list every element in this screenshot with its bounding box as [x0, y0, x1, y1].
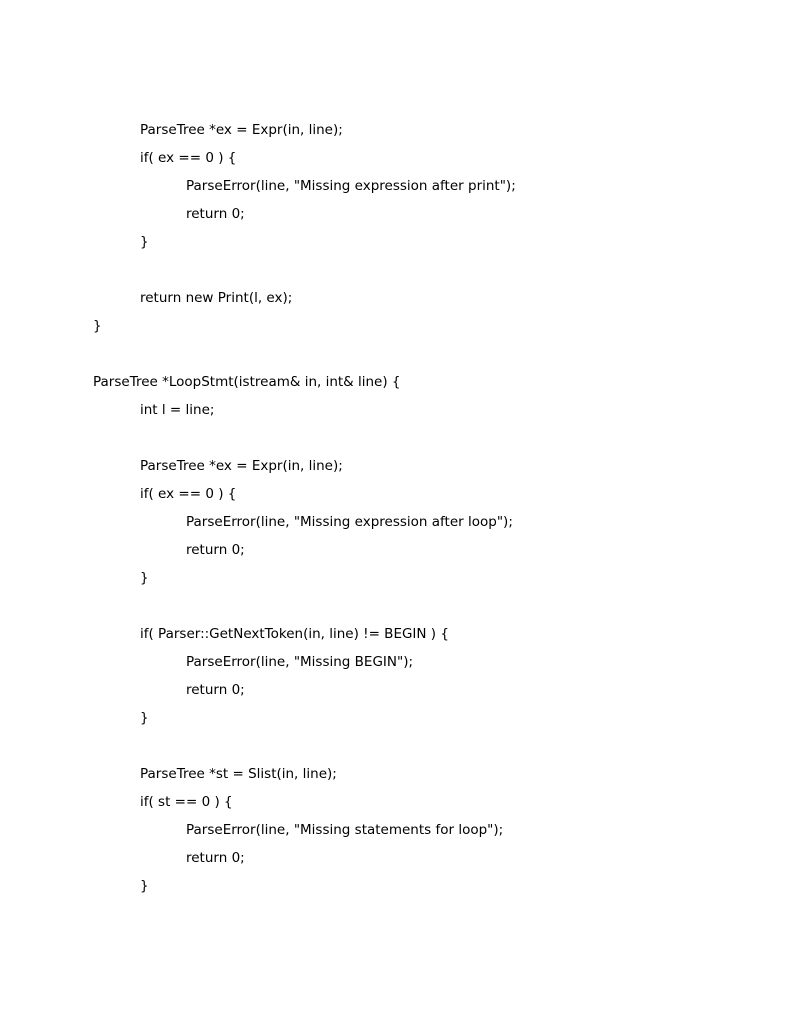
code-line: if( ex == 0 ) {: [140, 150, 237, 166]
code-listing: [93, 116, 753, 900]
code-line: ParseTree *st = Slist(in, line);: [140, 766, 337, 782]
code-line: return 0;: [186, 206, 245, 222]
code-line: if( Parser::GetNextToken(in, line) != BEGIN ) {: [140, 626, 449, 642]
blank-line: [93, 732, 753, 760]
code-line: }: [140, 570, 149, 586]
blank-line: [93, 424, 753, 452]
blank-line: [93, 592, 753, 620]
code-line: ParseTree *ex = Expr(in, line);: [140, 122, 343, 138]
code-line: ParseTree *LoopStmt(istream& in, int& line) {: [93, 374, 401, 390]
code-line: ParseError(line, "Missing BEGIN");: [186, 654, 414, 670]
code-line: if( ex == 0 ) {: [140, 486, 237, 502]
code-line: }: [140, 878, 149, 894]
code-line: int l = line;: [140, 402, 215, 418]
code-line: return new Print(l, ex);: [140, 290, 293, 306]
code-line: return 0;: [186, 850, 245, 866]
code-line: ParseError(line, "Missing statements for loop");: [186, 822, 504, 838]
code-line: ParseError(line, "Missing expression after print");: [186, 178, 516, 194]
code-line: }: [93, 318, 102, 334]
code-line: }: [140, 710, 149, 726]
code-line: return 0;: [186, 542, 245, 558]
blank-line: [93, 340, 753, 368]
code-line: }: [140, 234, 149, 250]
code-line: if( st == 0 ) {: [140, 794, 233, 810]
code-line: return 0;: [186, 682, 245, 698]
code-line: ParseError(line, "Missing expression after loop");: [186, 514, 513, 530]
blank-line: [93, 256, 753, 284]
code-line: ParseTree *ex = Expr(in, line);: [140, 458, 343, 474]
